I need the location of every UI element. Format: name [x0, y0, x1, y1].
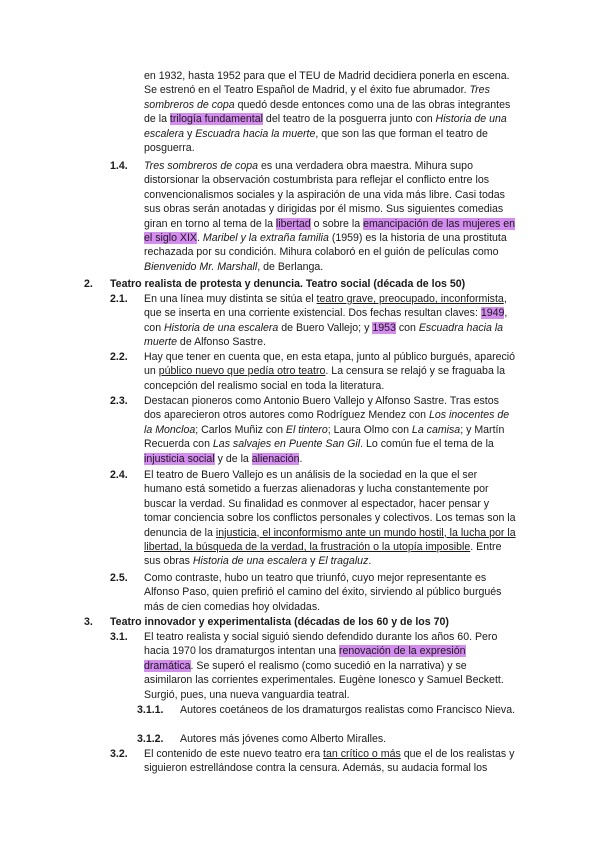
paragraph-3-2: El contenido de este nuevo teatro era tan crítico o más que el de los realistas y siguieron estrellándose contra la censura. Además, su audacia formal los	[144, 748, 515, 775]
work-title: Historia de una escalera	[144, 113, 507, 140]
work-title: La camisa	[411, 423, 461, 436]
work-title: El tragaluz	[318, 555, 369, 568]
work-title: Las salvajes en Puente San Gil	[212, 438, 361, 451]
highlight: emancipación de las mujeres en el siglo XIX	[144, 217, 516, 245]
item-number: 3.2.	[110, 748, 128, 760]
work-title: Maribel y la extraña familia	[202, 232, 329, 245]
subitem-number: 3.1.1.	[137, 704, 164, 716]
underlined-text: público nuevo que pedía otro teatro	[158, 365, 326, 378]
work-title: Tres sombreros de copa	[144, 160, 259, 172]
section-heading: Teatro realista de protesta y denuncia. Teatro social (década de los 50)	[110, 278, 466, 290]
paragraph-3-1-2: Autores más jóvenes como Alberto Miralles.	[180, 733, 387, 745]
work-title: Los inocentes de la Moncloa	[144, 409, 510, 436]
underlined-text: teatro grave, preocupado, inconformista	[316, 293, 504, 305]
paragraph-3-1: El teatro realista y social siguió siendo defendido durante los años 60. Pero hacia 1970 los dramaturgos intentan una renovación de la expresión dramática. Se superó el realismo (como sucedió en la narrativa) y se asimilaron las corrientes experimentales. Eugène Ionesco y Samuel Beckett. Surgió, pues, una nueva vanguardia teatral.	[144, 631, 504, 701]
section-heading: Teatro innovador y experimentalista (décadas de los 60 y de los 70)	[110, 616, 449, 628]
underlined-text: injusticia, el inconformismo ante un mundo hostil, la lucha por la libertad, la búsqueda de la verdad, la frustración o la utopía imposible	[144, 526, 516, 554]
paragraph-1-4: Tres sombreros de copa es una verdadera obra maestra. Mihura supo distorsionar la observación costumbrista para reflejar el conflicto entre los convencionalismos sociales y la aspiración de una vida más libre. Casi todas sus obras serán anotadas y dirigidas por él mismo. Sus siguientes comedias giran en torno al tema de la libertad o sobre la emancipación de las mujeres en el siglo XIX. Maribel y la extraña familia (1959) es la historia de una prostituta rechazada por su condición. Mihura colaboró en el guión de películas como Bienvenido Mr. Marshall, de Berlanga.	[144, 160, 516, 273]
highlight: 1949	[480, 307, 505, 320]
work-title: Tres sombreros de copa	[144, 84, 490, 111]
highlight: renovación de la expresión dramática	[144, 645, 466, 672]
item-number: 2.5.	[110, 572, 128, 584]
paragraph-2-4: El teatro de Buero Vallejo es un análisis de la sociedad en la que el ser humano está sometido a fuerzas alienadoras y lucha constantemente por buscar la verdad. Su finalidad es conmover al espectador, hacer pensar y tomar conciencia sobre los conflictos personales y colectivos. Los temas son la denuncia de la injusticia, el inconformismo ante un mundo hostil, la lucha por la libertad, la búsqueda de la verdad, la frustración o la utopía imposible. Entre sus obras Historia de una escalera y El tragaluz.	[144, 469, 516, 568]
work-title: Escuadra hacia la muerte	[195, 127, 316, 140]
paragraph-2-5: Como contraste, hubo un teatro que triunfó, cuyo mejor representante es Alfonso Paso, quien prefirió el camino del éxito, sirviendo al público burgués más de cien comedias hoy olvidadas.	[144, 572, 502, 613]
highlight: libertad	[275, 217, 311, 230]
item-number: 2.2.	[110, 351, 128, 363]
item-number: 2.1.	[110, 293, 128, 305]
item-number: 3.1.	[110, 631, 128, 643]
item-number: 2.4.	[110, 469, 128, 481]
paragraph-2-2: Hay que tener en cuenta que, en esta etapa, junto al público burgués, apareció un público nuevo que pedía otro teatro. La censura se relajó y se fraguaba la concepción del realismo social en toda la literatura.	[144, 351, 516, 392]
paragraph-3-1-1: Autores coetáneos de los dramaturgos realistas como Francisco Nieva.	[180, 704, 516, 716]
section-number: 3.	[84, 616, 93, 628]
work-title: Bienvenido Mr. Marshall	[144, 260, 258, 273]
item-number: 2.3.	[110, 395, 128, 407]
subitem-number: 3.1.2.	[137, 733, 164, 745]
highlight: alienación	[251, 452, 300, 465]
work-title: Escuadra hacia la muerte	[144, 321, 504, 349]
underlined-text: tan crítico o más	[323, 748, 401, 760]
paragraph-1-3-continued: en 1932, hasta 1952 para que el TEU de Madrid decidiera ponerla en escena. Se estrenó en el Teatro Español de Madrid, y el éxito fue abrumador. Tres sombreros de copa quedó desde entonces como una de las obras integrantes de la trilogía fundamental del teatro de la posguerra junto con Historia de una escalera y Escuadra hacia la muerte, que son las que forman el teatro de posguerra.	[144, 70, 511, 155]
item-number: 1.4.	[110, 160, 128, 172]
work-title: El tintero	[285, 423, 328, 436]
paragraph-2-1: En una línea muy distinta se sitúa el teatro grave, preocupado, inconformista, que se inserta en una corriente existencial. Dos fechas resultan claves: 1949, con Historia de una escalera de Buero Vallejo; y 1953 con Escuadra hacia la muerte de Alfonso Sastre.	[144, 293, 508, 349]
paragraph-2-3: Destacan pioneros como Antonio Buero Vallejo y Alfonso Sastre. Tras estos dos aparecieron otros autores como Rodríguez Mendez con Los inocentes de la Moncloa; Carlos Muñiz con El tintero; Laura Olmo con La camisa; y Martín Recuerda con Las salvajes en Puente San Gil. Lo común fue el tema de la injusticia social y de la alienación.	[144, 395, 510, 465]
highlight: 1953	[372, 321, 396, 334]
work-title: Historia de una escalera	[164, 321, 279, 334]
section-number: 2.	[84, 278, 93, 290]
work-title: Historia de una escalera	[192, 555, 308, 568]
highlight: trilogía fundamental	[169, 113, 263, 126]
highlight: injusticia social	[144, 452, 215, 465]
